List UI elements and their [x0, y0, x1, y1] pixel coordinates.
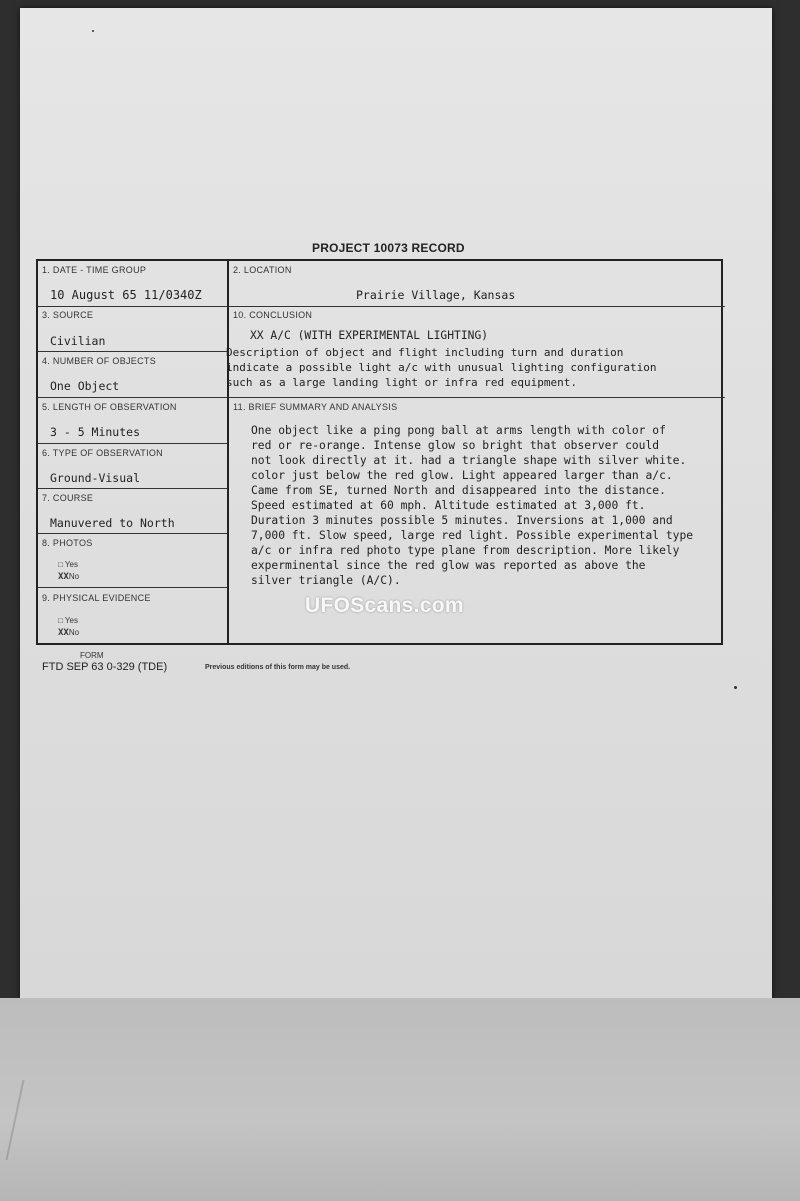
evidence-yes-label: Yes [64, 616, 78, 625]
conclusion-line: Description of object and flight including turn and duration [226, 346, 624, 359]
row-divider [227, 306, 725, 307]
location-label: 2. LOCATION [233, 265, 292, 275]
evidence-yes-option: □ Yes [58, 616, 78, 625]
summary-line: silver triangle (A/C). [251, 574, 401, 587]
evidence-no-option [58, 628, 79, 638]
summary-label: 11. BRIEF SUMMARY AND ANALYSIS [233, 402, 398, 412]
summary-line: Duration 3 minutes possible 5 minutes. Inversions at 1,000 and [251, 514, 673, 527]
objects-label: 4. NUMBER OF OBJECTS [42, 356, 157, 366]
course-label: 7. COURSE [42, 493, 94, 503]
row-divider [38, 488, 227, 489]
conclusion-line: such as a large landing light or infra red equipment. [226, 376, 577, 389]
evidence-no-label: No [68, 628, 80, 637]
length-value: 3 - 5 Minutes [50, 425, 141, 439]
length-label: 5. LENGTH OF OBSERVATION [42, 402, 177, 412]
summary-line: Came from SE, turned North and disappeared into the distance. [251, 484, 666, 497]
date-label: 1. DATE - TIME GROUP [42, 265, 147, 275]
date-value: 10 August 65 11/0340Z [50, 288, 202, 302]
summary-line: not look directly at it. had a triangle shape with silver white. [251, 454, 687, 467]
summary-line: experminental since the red glow was reported as above the [251, 559, 646, 572]
form-id: FTD SEP 63 0-329 (TDE) [42, 661, 168, 673]
row-divider [38, 351, 227, 352]
summary-line: color just below the red glow. Light appeared larger than a/c. [251, 469, 673, 482]
evidence-no-mark: XX [58, 628, 69, 638]
photos-yes-label: Yes [64, 560, 78, 569]
photos-label: 8. PHOTOS [42, 538, 93, 548]
location-value: Prairie Village, Kansas [356, 288, 516, 302]
conclusion-line: indicate a possible light a/c with unusual lighting configuration [226, 361, 657, 374]
conclusion-label: 10. CONCLUSION [233, 310, 313, 320]
summary-line: Speed estimated at 60 mph. Altitude estimated at 3,000 ft. [251, 499, 646, 512]
objects-value: One Object [50, 379, 120, 393]
row-divider [38, 533, 227, 534]
summary-line: One object like a ping pong ball at arms length with color of [251, 424, 666, 437]
photos-no-option [58, 572, 79, 582]
dust-speck [92, 30, 94, 32]
photos-no-mark: XX [58, 572, 69, 582]
summary-line: red or re-orange. Intense glow so bright that observer could [251, 439, 660, 452]
summary-line: 7,000 ft. Slow speed, large red light. Possible experimental type [251, 529, 694, 542]
course-value: Manuvered to North [50, 516, 175, 530]
evidence-label: 9. PHYSICAL EVIDENCE [42, 593, 151, 603]
dust-speck [734, 686, 737, 689]
source-label: 3. SOURCE [42, 310, 94, 320]
row-divider [38, 397, 227, 398]
record-form [36, 259, 723, 645]
summary-line: a/c or infra red photo type plane from description. More likely [251, 544, 680, 557]
row-divider [38, 306, 227, 307]
photos-no-label: No [68, 572, 80, 581]
observation-type-value: Ground-Visual [50, 471, 141, 485]
row-divider [227, 397, 725, 398]
conclusion-line: XX A/C (WITH EXPERIMENTAL LIGHTING) [250, 329, 489, 342]
form-word: FORM [80, 651, 104, 660]
form-title: PROJECT 10073 RECORD [312, 241, 465, 255]
observation-type-label: 6. TYPE OF OBSERVATION [42, 448, 163, 458]
row-divider [38, 443, 227, 444]
column-divider [227, 261, 229, 643]
row-divider [38, 587, 227, 588]
photos-yes-option: □ Yes [58, 560, 78, 569]
watermark: UFOScans.com [305, 594, 464, 617]
form-note: Previous editions of this form may be used. [205, 664, 351, 671]
scan-background [0, 998, 800, 1201]
source-value: Civilian [50, 334, 106, 348]
